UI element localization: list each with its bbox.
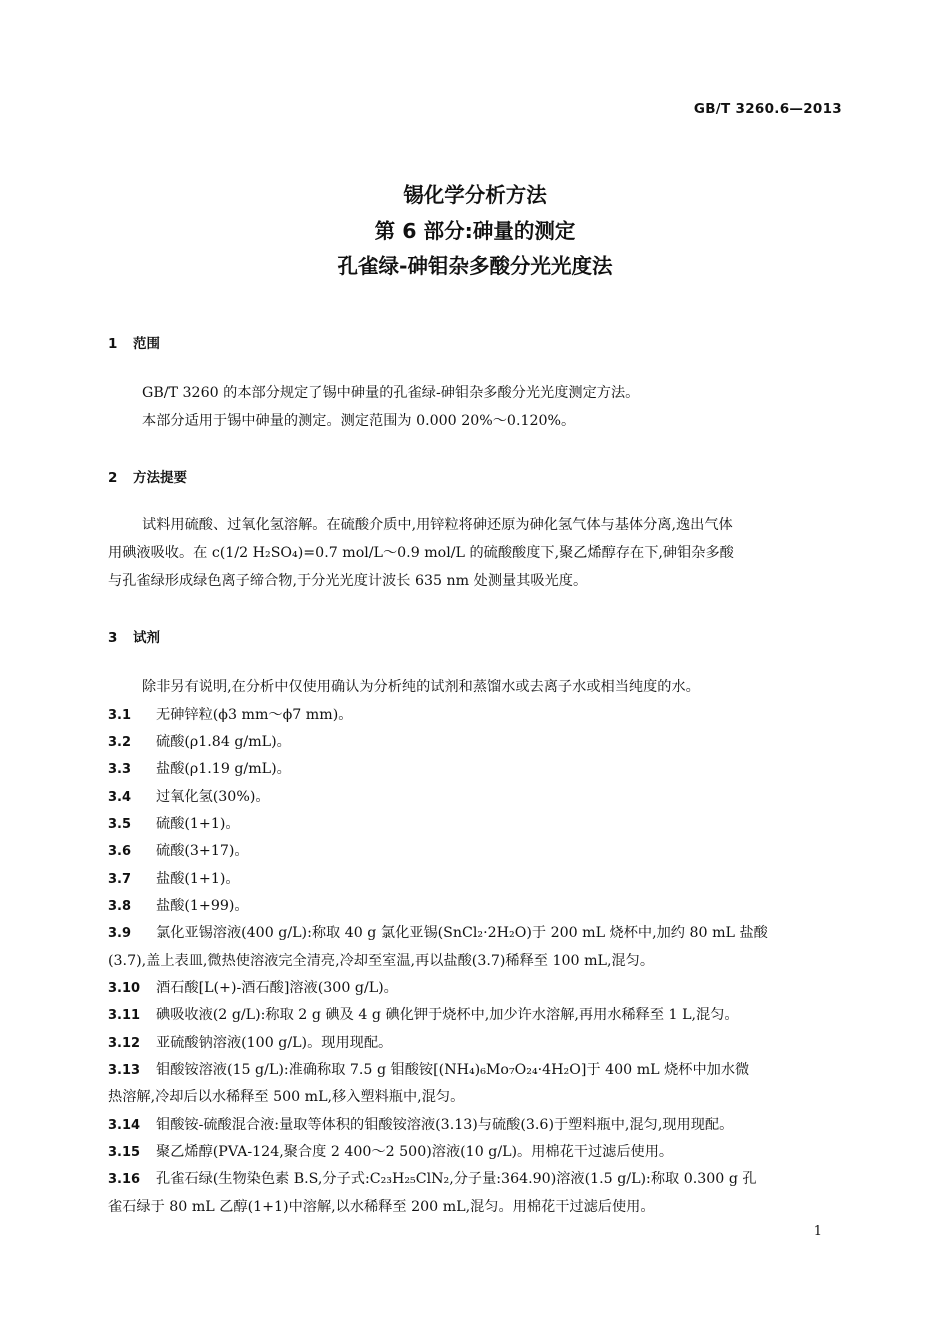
reagent-item-continuation: (3.7),盖上表皿,微热使溶液完全清亮,冷却至室温,再以盐酸(3.7)稀释至 100 mL,混匀。 <box>108 953 655 969</box>
item-text: 盐酸(ρ1.19 g/mL)。 <box>156 761 291 777</box>
reagent-item <box>108 1057 843 1085</box>
reagent-item <box>108 866 843 894</box>
item-text: 硫酸(1+1)。 <box>156 816 240 832</box>
paragraph-line: 与孔雀绿形成绿色离子缔合物,于分光光度计波长 635 nm 处测量其吸光度。 <box>108 573 588 589</box>
reagent-item <box>108 920 843 948</box>
page-number: 1 <box>813 1224 822 1239</box>
item-number: 3.12 <box>108 1036 141 1051</box>
reagent-item <box>108 1166 843 1194</box>
reagent-item <box>108 1139 843 1167</box>
item-number: 3.9 <box>108 926 132 941</box>
section-title: 试剂 <box>133 630 160 646</box>
item-number: 3.2 <box>108 735 132 750</box>
item-text: 硫酸(3+17)。 <box>156 843 249 859</box>
reagent-item <box>108 1112 843 1140</box>
item-number: 3.4 <box>108 790 132 805</box>
reagent-item <box>108 784 843 812</box>
section-number: 2 <box>108 470 118 486</box>
reagent-item-continuation: 雀石绿于 80 mL 乙醇(1+1)中溶解,以水稀释至 200 mL,混匀。用棉花干过滤后使用。 <box>108 1199 655 1215</box>
item-number: 3.15 <box>108 1145 141 1160</box>
reagent-item <box>108 1002 843 1030</box>
section-title: 方法提要 <box>133 470 187 486</box>
section-title: 范围 <box>133 336 160 352</box>
reagent-item <box>108 811 843 839</box>
item-text: 亚硫酸钠溶液(100 g/L)。现用现配。 <box>156 1035 393 1051</box>
section-heading-2 <box>108 466 187 486</box>
paragraph-line: 用碘液吸收。在 c(1/2 H₂SO₄)=0.7 mol/L～0.9 mol/L 的硫酸酸度下,聚乙烯醇存在下,砷钼杂多酸 <box>108 545 734 561</box>
reagent-item <box>108 838 843 866</box>
reagent-item <box>108 1030 843 1058</box>
reagent-item <box>108 729 843 757</box>
item-number: 3.10 <box>108 981 141 996</box>
paragraph-line: 试料用硫酸、过氧化氢溶解。在硫酸介质中,用锌粒将砷还原为砷化氢气体与基体分离,逸出气体 <box>142 517 733 533</box>
section-number: 3 <box>108 630 118 646</box>
item-text: 过氧化氢(30%)。 <box>156 789 270 805</box>
item-text: 盐酸(1+99)。 <box>156 898 249 914</box>
reagent-item <box>108 702 843 730</box>
reagent-item <box>108 975 843 1003</box>
item-text: 无砷锌粒(ϕ3 mm～ϕ7 mm)。 <box>156 707 353 723</box>
item-number: 3.7 <box>108 872 132 887</box>
reagent-item <box>108 756 843 784</box>
section-number: 1 <box>108 336 118 352</box>
document-title <box>0 178 950 285</box>
item-number: 3.3 <box>108 762 132 777</box>
title-line-2: 第 6 部分:砷量的测定 <box>374 218 576 243</box>
item-text: 硫酸(ρ1.84 g/mL)。 <box>156 734 291 750</box>
item-number: 3.11 <box>108 1008 141 1023</box>
item-number: 3.8 <box>108 899 132 914</box>
item-number: 3.16 <box>108 1172 141 1187</box>
reagent-item <box>108 893 843 921</box>
item-number: 3.13 <box>108 1063 141 1078</box>
standard-code: GB/T 3260.6—2013 <box>693 101 842 117</box>
item-text: 碘吸收液(2 g/L):称取 2 g 碘及 4 g 碘化钾于烧杯中,加少许水溶解,再用水稀释至 1 L,混匀。 <box>156 1007 739 1023</box>
paragraph: GB/T 3260 的本部分规定了锡中砷量的孔雀绿-砷钼杂多酸分光光度测定方法。 <box>142 385 640 401</box>
item-text: 聚乙烯醇(PVA-124,聚合度 2 400～2 500)溶液(10 g/L)。用棉花干过滤后使用。 <box>156 1144 674 1160</box>
title-line-3: 孔雀绿-砷钼杂多酸分光光度法 <box>337 254 613 278</box>
item-number: 3.5 <box>108 817 132 832</box>
item-text: 钼酸铵-硫酸混合液:量取等体积的钼酸铵溶液(3.13)与硫酸(3.6)于塑料瓶中,混匀,现用现配。 <box>156 1117 734 1133</box>
item-number: 3.14 <box>108 1118 141 1133</box>
title-line-1: 锡化学分析方法 <box>403 183 547 207</box>
item-text: 钼酸铵溶液(15 g/L):准确称取 7.5 g 钼酸铵[(NH₄)₆Mo₇O₂₄·4H₂O]于 400 mL 烧杯中加水微 <box>156 1062 750 1078</box>
section-heading-3 <box>108 626 160 646</box>
section-intro: 除非另有说明,在分析中仅使用确认为分析纯的试剂和蒸馏水或去离子水或相当纯度的水。 <box>142 679 700 695</box>
item-number: 3.6 <box>108 844 132 859</box>
item-text: 氯化亚锡溶液(400 g/L):称取 40 g 氯化亚锡(SnCl₂·2H₂O)于 200 mL 烧杯中,加约 80 mL 盐酸 <box>156 925 768 941</box>
item-text: 孔雀石绿(生物染色素 B.S,分子式:C₂₃H₂₅ClN₂,分子量:364.90)溶液(1.5 g/L):称取 0.300 g 孔 <box>156 1171 757 1187</box>
item-text: 盐酸(1+1)。 <box>156 871 240 887</box>
section-heading-1 <box>108 332 160 352</box>
paragraph: 本部分适用于锡中砷量的测定。测定范围为 0.000 20%～0.120%。 <box>142 413 576 429</box>
item-text: 酒石酸[L(+)-酒石酸]溶液(300 g/L)。 <box>156 980 398 996</box>
item-number: 3.1 <box>108 708 132 723</box>
reagent-item-continuation: 热溶解,冷却后以水稀释至 500 mL,移入塑料瓶中,混匀。 <box>108 1089 465 1105</box>
